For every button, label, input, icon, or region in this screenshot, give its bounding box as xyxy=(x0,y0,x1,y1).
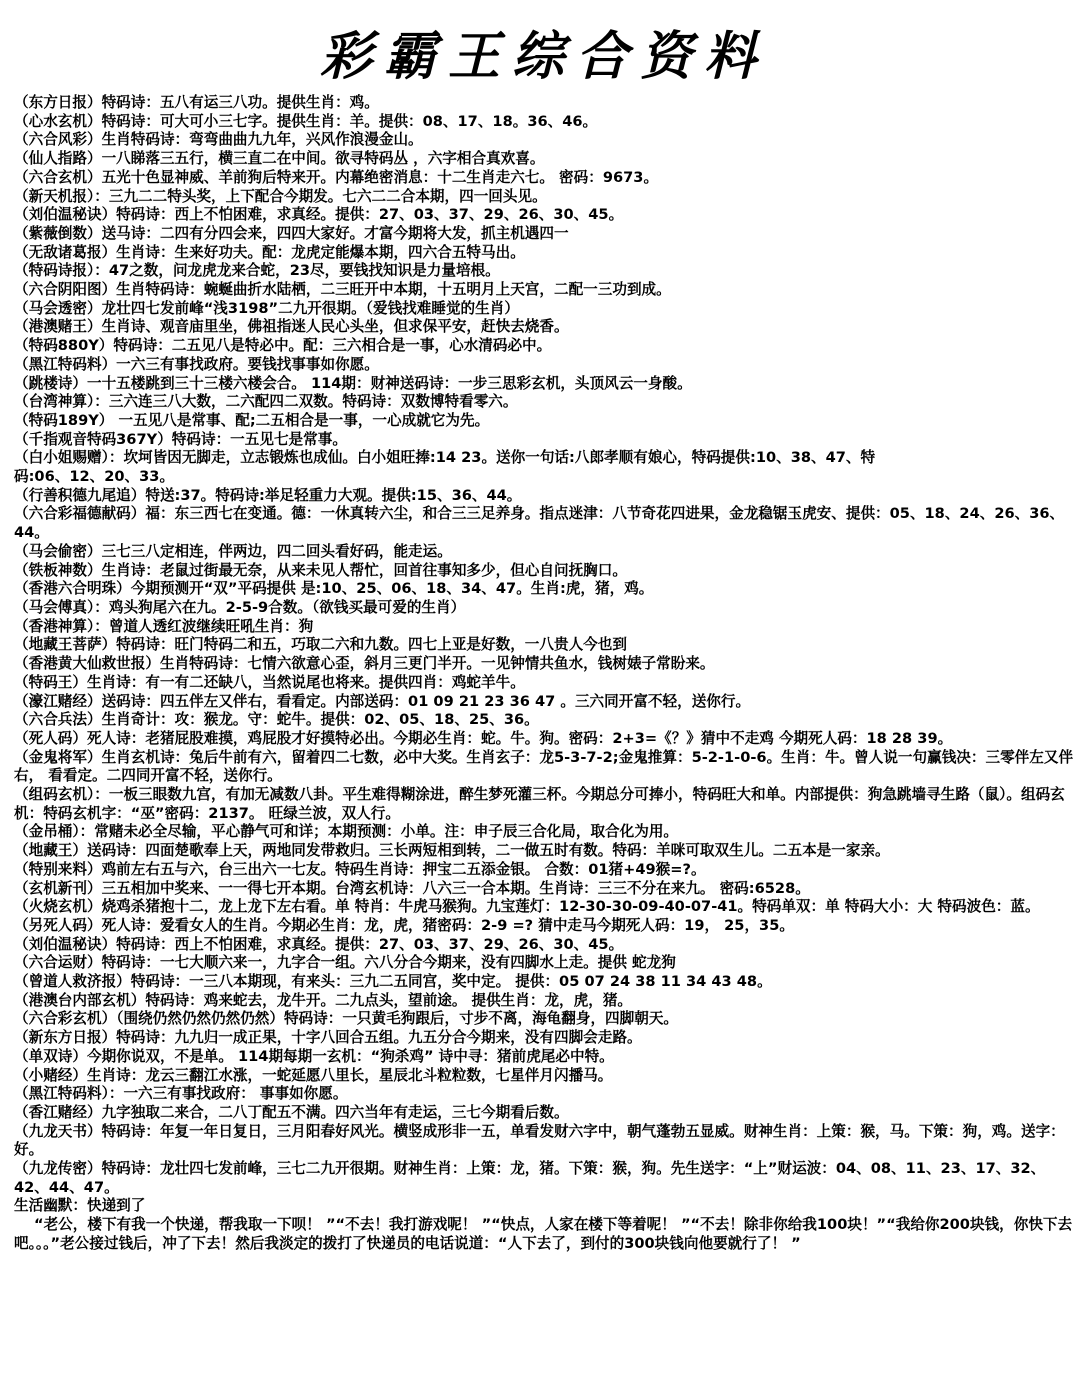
text-line: （六合玄机）五光十色显神威、羊前狗后特来开。内幕绝密消息：十二生肖走六七。 密码：9673。 xyxy=(14,168,659,186)
text-line: （白小姐赐赠）：坎坷皆因无脚走，立志锻炼也成仙。白小姐旺捧:14 23。送你一句话:八郎孝顺有娘心，特码提供:10、38、47、特 xyxy=(14,449,876,467)
text-line: （九龙天书）特码诗：年复一年日复日，三月阳春好风光。横竖成形非一五，单看发财六字中，朝气蓬勃五显威。财神生肖：上策：猴，马。下策：狗，鸡。送字：好。 xyxy=(14,1122,1065,1159)
text-line: （刘伯温秘诀）特码诗：西上不怕困难，求真经。提供：27、03、37、29、26、30、45。 xyxy=(14,206,624,224)
text-line: （六合彩福德献码）福：东三西七在变通。德：一休真转六尘，和合三三足养身。指点迷津：八节奇花四进果，金龙稳锯玉虎安、提供：05、18、24、26、36、44。 xyxy=(14,505,1065,542)
text-line: （东方日报）特码诗：五八有运三八功。提供生肖：鸡。 xyxy=(14,94,379,111)
text-line: （小赌经）生肖诗：龙云三翻江水涨，一蛇延愿八里长，星辰北斗粒粒数，七星伴月闪播马。 xyxy=(14,1066,613,1084)
text-line: （曾道人救济报）特码诗：一三八本期现，有来头：三九二五同宫，奖中定。 提供：05 07 24 38 11 34 43 48。 xyxy=(14,973,772,991)
text-line: 码:06、12、20、33。 xyxy=(14,468,175,486)
text-line: （马会透密）龙壮四七发前峰“浅3198”二九开很期。（爱钱找难睡觉的生肖） xyxy=(14,299,519,317)
text-line: （心水玄机）特码诗：可大可小三七字。提供生肖：羊。提供：08、17、18。36、46。 xyxy=(14,112,598,130)
text-line: （仙人指路）一八睇落三五行，横三直二在中间。欲寻特码丛 ，六字相合真欢喜。 xyxy=(14,150,545,168)
text-line: （单双诗）今期你说双，不是单。 114期每期一玄机：“狗杀鸡” 诗中寻：猪前虎尾必中特。 xyxy=(14,1047,614,1065)
text-line: （新天机报）：三九二二特头奖，上下配合今期发。七六二二合本期，四一回头见。 xyxy=(14,187,547,205)
text-line: （地藏王菩萨）特码诗：旺门特码二和五，巧取二六和九数。四七上亚是好数，一八贵人今也到 xyxy=(14,636,627,654)
text-line: （六合风彩）生肖特码诗：弯弯曲曲九九年，兴风作浪漫金山。 xyxy=(14,131,423,149)
text-line: （六合彩玄机）（围绕仍然仍然仍然仍然）特码诗：一只黄毛狗跟后，寸步不离，海龟翻身，四脚朝天。 xyxy=(14,1010,679,1028)
text-line: （港澳台内部玄机）特码诗：鸡来蛇去，龙牛开。二九点头，望前途。 提供生肖：龙，虎，猪。 xyxy=(14,991,633,1009)
text-line: （特码王）生肖诗：有一有二还缺八，当然说尾也将来。提供四肖：鸡蛇羊牛。 xyxy=(14,673,525,691)
text-line: （地藏王）送码诗：四面楚歌奉上天，两地同发带救归。三长两短相到转，二一做五时有数。特码：羊咪可取双生儿。二五本是一家亲。 xyxy=(14,842,890,860)
text-line: （特码880Y）特码诗：二五见八是特必中。配：三六相合是一事，心水清码必中。 xyxy=(14,337,552,355)
text-line: （濠江赌经）送码诗：四五伴左又伴右，看看定。内部送码：01 09 21 23 36 47 。三六同开富不轻，送你行。 xyxy=(14,692,751,710)
text-line: （六合兵法）生肖奇计：攻：猴龙。守：蛇牛。提供：02、05、18、25、36。 xyxy=(14,711,539,729)
text-line: （香港黄大仙救世报）生肖特码诗：七情六欲意心歪，斜月三更门半开。一见钟情共鱼水，钱树婊子常盼来。 xyxy=(14,655,715,673)
text-line: （六合运财）特码诗：一七大顺六来一，九字合一组。六八分合今期来，没有四脚水上走。提供 蛇龙狗 xyxy=(14,954,676,972)
text-line: （另死人码）死人诗：爱看女人的生肖。今期必生肖：龙，虎，猪密码：2-9 =? 猜中走马今期死人码：19， 25，35。 xyxy=(14,916,794,934)
text-line: （刘伯温秘诀）特码诗：西上不怕困难，求真经。提供：27、03、37、29、26、30、45。 xyxy=(14,935,624,953)
text-line: （新东方日报）特码诗：九九归一成正果，十字八回合五组。九五分合今期来，没有四脚会走路。 xyxy=(14,1029,642,1047)
text-line: （六合阴阳图）生肖特码诗：蜿蜒曲折水陆栖，二三旺开中本期，十五明月上天宫，二配一三功到成。 xyxy=(14,281,671,299)
text-line: （香港六合明珠）今期预测开“双”平码提供 是:10、25、06、18、34、47。生肖:虎，猪，鸡。 xyxy=(14,580,654,598)
text-line: （金鬼将军）生肖玄机诗：兔后牛前有六，留着四二七数，必中大奖。生肖玄子：龙5-3-7-2;金鬼推算：5-2-1-0-6。生肖：牛。曾人说一句赢钱决：三零伴左又伴右， 看看定。二四同开富不轻，送你行。 xyxy=(14,748,1074,785)
text-line: （火烧玄机）烧鸡杀猪抱十二，龙上龙下左右看。单 特肖：牛虎马猴狗。九宝莲灯：12-30-30-09-40-07-41。特码单双：单 特码大小：大 特码波色：蓝。 xyxy=(14,898,1040,916)
humor-text: “老公，楼下有我一个快递，帮我取一下呗！ ”“不去！我打游戏呢！ ”“快点，人家在楼下等着呢！ ”“不去！除非你给我100块！”“我给你200块钱，你快下去吧。。。”老公接过钱后，冲了下去！然后我淡定的拨打了快递员的电话说道：“人下去了，到付的300块钱向他要就行了！ ” xyxy=(14,1216,1073,1252)
text-line: （黑江特码料）：一六三有事找政府： 事事如你愿。 xyxy=(14,1085,348,1103)
text-line: （跳楼诗）一十五楼跳到三十三楼六楼会合。 114期：财神送码诗：一步三思彩玄机，头顶风云一身酸。 xyxy=(14,374,692,392)
text-line: （港澳赌王）生肖诗、观音庙里坐，佛祖指迷人民心头坐，但求保平安，赶快去烧香。 xyxy=(14,318,569,336)
text-line: （香江赌经）九字独取二来合，二八丁配五不满。四六当年有走运，三七今期看后数。 xyxy=(14,1103,569,1121)
text-line: （九龙传密）特码诗：龙壮四七发前峰，三七二九开很期。财神生肖：上策：龙，猪。下策：猴，狗。先生送字：“上”财运波：04、08、11、23、17、32、42、44、47。 xyxy=(14,1160,1046,1196)
text-line: （香港神算）：曾道人透红波继续旺吼生肖：狗 xyxy=(14,617,314,635)
text-line: （马会偷密）三七三八定相连，伴两边，四二回头看好码，能走运。 xyxy=(14,542,452,560)
text-line: （千指观音特码367Y）特码诗：一五见七是常事。 xyxy=(14,430,347,448)
page-title: 彩霸王综合资料 xyxy=(319,26,768,87)
text-line: （行善积德九尾追）特送:37。特码诗:举足轻重力大观。提供:15、36、44。 xyxy=(14,486,522,504)
text-line: （组码玄机）：一板三眼数九宫，有加无减数八卦。平生难得糊涂进，醉生梦死灌三杯。今期总分可捧小，特码旺大和单。内部提供：狗急跳墙寻生路（鼠）。组码玄机：特码玄机字：“巫”密码：2137。 旺绿兰波，双人行。 xyxy=(14,786,1065,822)
text-line: （死人码）死人诗：老猪屁股难摸，鸡屁股才好摸特必出。今期必生肖：蛇。牛。狗。密码：2+3=《？》猜中不走鸡 今期死人码：18 28 39。 xyxy=(14,729,953,747)
text-line: （台湾神算）：三六连三八大数，二六配四二双数。特码诗：双数博特看零六。 xyxy=(14,393,518,411)
text-line: （金吊桶）：常赌未必全尽输，平心静气可和详；本期预测：小单。注：申子辰三合化局，取合化为用。 xyxy=(14,823,679,841)
text-line: （紫薇倒数）送马诗：二四有分四会来，四四大家好。才富今期将大发，抓主机遇四一 xyxy=(14,224,569,242)
text-line: （马会傅真）：鸡头狗尾六在九。2-5-9合数。（欲钱买最可爱的生肖） xyxy=(14,598,466,616)
text-line: （铁板神数）生肖诗：老鼠过街最无奈，从来未见人帮忙，回首往事知多少，但心自问抚胸口。 xyxy=(14,561,627,579)
text-line: （特码诗报）：47之数，问龙虎龙来合蛇，23尽，要钱找知识是力量培根。 xyxy=(14,262,500,280)
text-line: （特码189Y） 一五见八是常事、配;二五相合是一事，一心成就它为先。 xyxy=(14,411,490,429)
text-line: （无敌诸葛报）生肖诗：生来好功夫。配：龙虎定能爆本期，四六合五特马出。 xyxy=(14,243,525,261)
text-line: （黑江特码料）一六三有事找政府。要钱找事事如你愿。 xyxy=(14,355,379,373)
document-body xyxy=(14,94,1076,1254)
text-line: （特别来料）鸡前左右五与六，台三出六一七友。特码生肖诗：押宝二五添金银。 合数：01猪+49猴=?。 xyxy=(14,860,706,878)
text-line: （玄机新刊）三五相加中奖来、一一得七开本期。台湾玄机诗：八六三一合本期。生肖诗：三三不分在来九。 密码:6528。 xyxy=(14,879,810,897)
humor-heading: 生活幽默：快递到了 xyxy=(14,1197,146,1215)
